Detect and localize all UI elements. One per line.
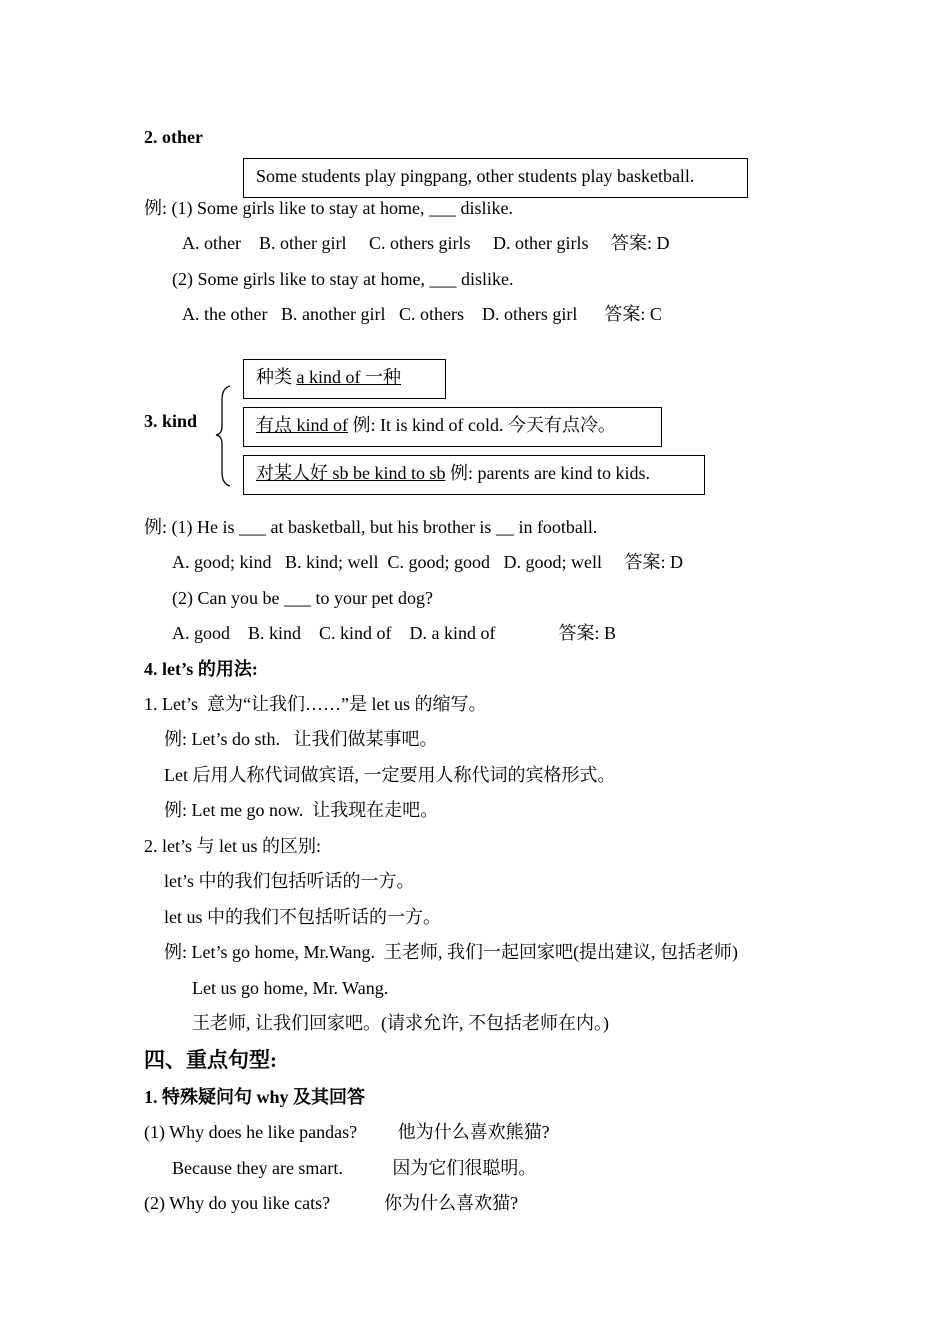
subheading-why-questions: 1. 特殊疑问句 why 及其回答 [144, 1087, 366, 1107]
kind-meaning-label: 种类 [256, 367, 297, 387]
section-title-other: 2. other [144, 127, 203, 147]
example-question: 例: (1) He is ___ at basketball, but his brother is __ in football. [144, 517, 598, 537]
kind-meaning-box-type [243, 359, 446, 399]
kind-meaning-box-kind-to [243, 455, 705, 495]
lets-text-line: 例: Let’s do sth. 让我们做某事吧。 [164, 729, 438, 749]
lets-text-line: let us 中的我们不包括听话的一方。 [164, 907, 441, 927]
lets-text-line: 例: Let’s go home, Mr.Wang. 王老师, 我们一起回家吧(提出建议, 包括老师) [164, 942, 739, 962]
kind-meaning-example: 例: It is kind of cold. 今天有点冷。 [348, 415, 616, 435]
example-options: A. good; kind B. kind; well C. good; good D. good; well 答案: D [172, 552, 683, 572]
example-options: A. good B. kind C. kind of D. a kind of 答案: B [172, 623, 616, 643]
kind-meaning-box-somewhat [243, 407, 662, 447]
kind-meaning-example: 例: parents are kind to kids. [445, 463, 650, 483]
why-question-line: (1) Why does he like pandas? 他为什么喜欢熊猫? [144, 1122, 550, 1142]
lets-text-line: 例: Let me go now. 让我现在走吧。 [164, 800, 439, 820]
lets-text-line: let’s 中的我们包括听话的一方。 [164, 871, 415, 891]
lets-text-line: 2. let’s 与 let us 的区别: [144, 836, 321, 856]
example-question: (2) Some girls like to stay at home, ___ dislike. [172, 269, 514, 289]
example-question: (2) Can you be ___ to your pet dog? [172, 588, 433, 608]
section-title-kind: 3. kind [144, 411, 198, 431]
brace-icon [214, 382, 236, 488]
why-answer-line: Because they are smart. 因为它们很聪明。 [172, 1158, 537, 1178]
example-options: A. other B. other girl C. others girls D. other girls 答案: D [182, 233, 670, 253]
example-question: 例: (1) Some girls like to stay at home, ___ dislike. [144, 198, 513, 218]
heading-key-sentences: 四、重点句型: [144, 1048, 277, 1072]
lets-text-line: 王老师, 让我们回家吧。(请求允许, 不包括老师在内。) [192, 1013, 609, 1033]
lets-text-line: Let us go home, Mr. Wang. [192, 978, 389, 998]
kind-meaning-phrase: 对某人好 sb be kind to sb [256, 463, 446, 483]
lets-text-line: 1. Let’s 意为“让我们……”是 let us 的缩写。 [144, 694, 487, 714]
kind-meaning-phrase: 有点 kind of [256, 415, 348, 435]
section-title-lets: 4. let’s 的用法: [144, 659, 258, 679]
kind-meaning-phrase: a kind of 一种 [296, 367, 401, 387]
example-options: A. the other B. another girl C. others D. others girl 答案: C [182, 304, 662, 324]
lets-text-line: Let 后用人称代词做宾语, 一定要用人称代词的宾格形式。 [164, 765, 616, 785]
example-box-other: Some students play pingpang, other students play basketball. [243, 158, 748, 198]
why-question-line: (2) Why do you like cats? 你为什么喜欢猫? [144, 1193, 519, 1213]
